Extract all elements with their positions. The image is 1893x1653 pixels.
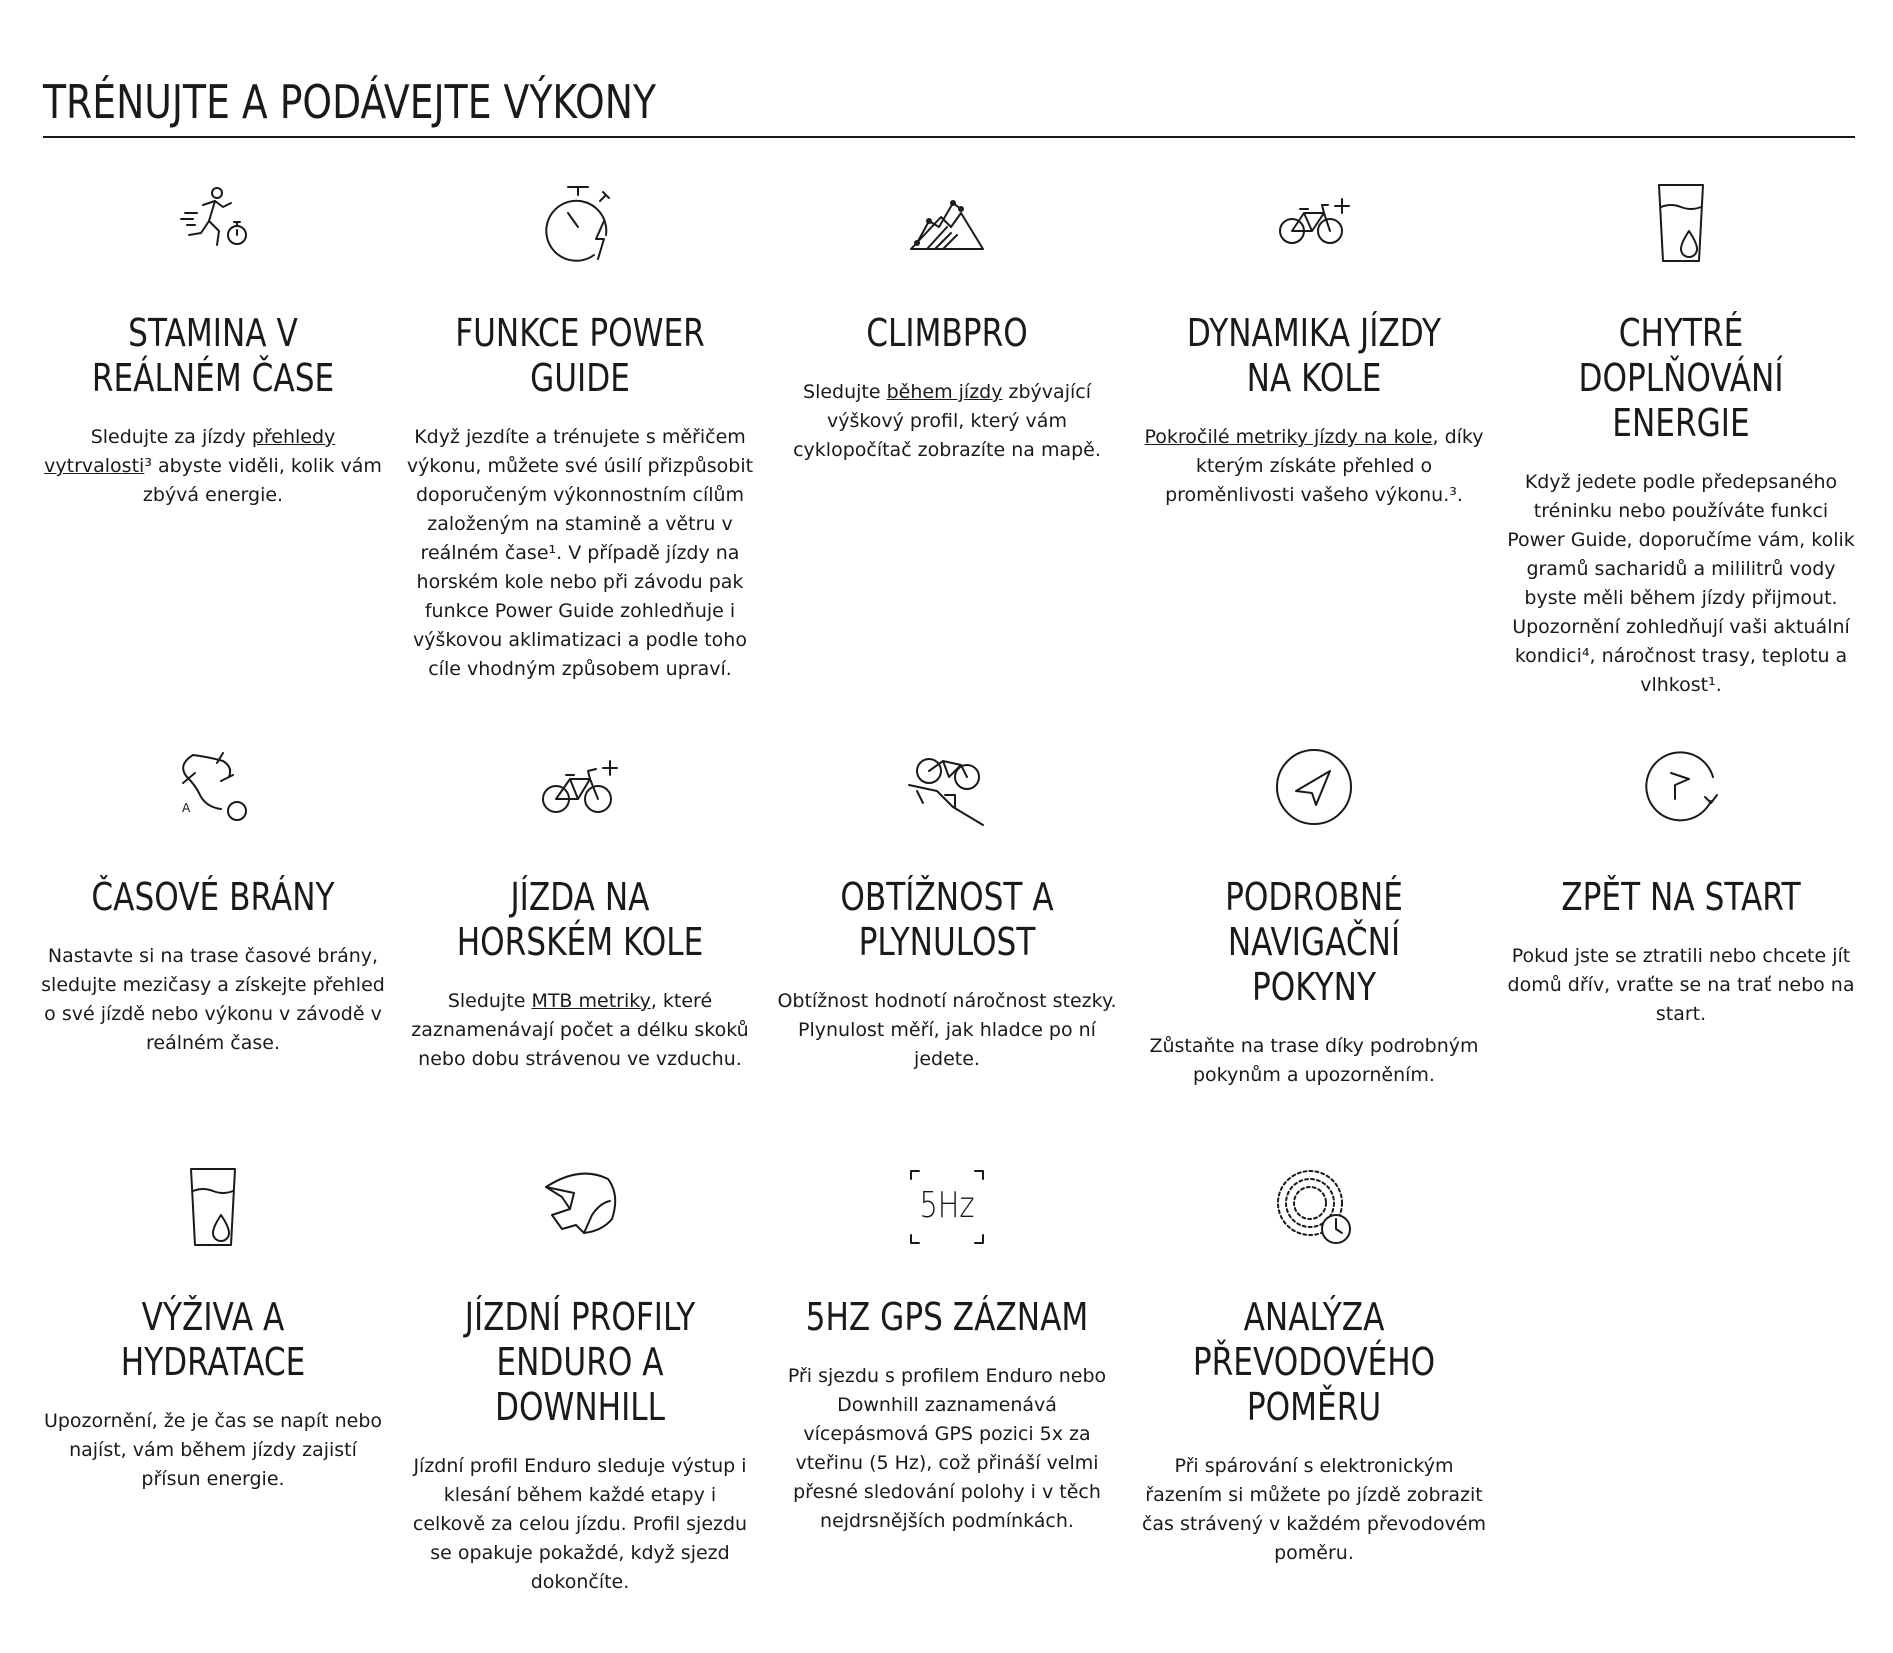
feature-navigation xyxy=(1134,747,1494,1090)
feature-title: 5HZ GPS ZÁZNAM xyxy=(805,1295,1089,1339)
feature-title: JÍZDA NA HORSKÉM KOLE xyxy=(456,875,704,964)
feature-time-gates xyxy=(33,747,393,1058)
feature-description: Jízdní profil Enduro sleduje výstup i klesání během každé etapy i celkově za celou jízdu. Profil sjezdu se opakuje pokaždé, když sjezd dokončíte. xyxy=(412,1455,748,1593)
stopwatch-lightning-icon xyxy=(540,183,620,263)
mountain-graph-icon xyxy=(907,183,987,263)
route-marker-label: A xyxy=(182,801,191,815)
mtb-metrics-link[interactable]: MTB metriky xyxy=(531,990,651,1012)
feature-title: ZPĚT NA START xyxy=(1561,875,1801,919)
mountain-bike-plus-icon xyxy=(540,747,620,827)
navigation-arrow-icon xyxy=(1274,747,1354,827)
route-gates-icon xyxy=(173,747,253,827)
feature-description: Upozornění, že je čas se napít nebo najíst, vám během jízdy zajistí přísun energie. xyxy=(43,1410,383,1490)
feature-stamina xyxy=(33,183,393,510)
feature-title: DYNAMIKA JÍZDY NA KOLE xyxy=(1186,311,1442,400)
feature-title: CLIMBPRO xyxy=(866,311,1028,355)
feature-title: ANALÝZA PŘEVODOVÉHO POMĚRU xyxy=(1192,1295,1436,1429)
advanced-metrics-link[interactable]: Pokročilé metriky jízdy na kole xyxy=(1144,426,1433,448)
mtb-trail-icon xyxy=(907,747,987,827)
feature-nutrition-hydration xyxy=(33,1167,393,1494)
feature-enduro-downhill xyxy=(400,1167,760,1597)
feature-title: CHYTRÉ DOPLŇOVÁNÍ ENERGIE xyxy=(1578,311,1784,445)
feature-title: FUNKCE POWER GUIDE xyxy=(455,311,705,400)
feature-description: Zůstaňte na trase díky podrobným pokynům a upozorněním. xyxy=(1149,1035,1479,1086)
feature-description: Při spárování s elektronickým řazením si můžete po jízdě zobrazit čas strávený v každém převodovém poměru. xyxy=(1141,1455,1487,1564)
runner-stopwatch-icon xyxy=(173,183,253,263)
feature-title: ČASOVÉ BRÁNY xyxy=(91,875,335,919)
feature-smart-fueling xyxy=(1501,183,1861,700)
feature-title: OBTÍŽNOST A PLYNULOST xyxy=(840,875,1054,964)
feature-description: Když jedete podle předepsaného tréninku nebo používáte funkci Power Guide, doporučíme vám, kolik gramů sacharidů a mililitrů vody byste měli během jízdy přijmout. Upozornění zohledňují vaši aktuální kondici⁴, náročnost trasy, teplotu a vlhkost¹. xyxy=(1507,471,1855,696)
feature-gear-analysis xyxy=(1134,1167,1494,1568)
feature-power-guide xyxy=(400,183,760,684)
feature-title: VÝŽIVA A HYDRATACE xyxy=(120,1295,306,1384)
page-header xyxy=(43,72,1855,138)
gear-cassette-icon xyxy=(1274,1167,1354,1247)
feature-title: PODROBNÉ NAVIGAČNÍ POKYNY xyxy=(1225,875,1403,1009)
feature-description: Sledujte MTB metriky, které zaznamenávají počet a délku skoků nebo dobu strávenou ve vzduchu. xyxy=(411,990,749,1070)
feature-mtb xyxy=(400,747,760,1074)
feature-description: Sledujte za jízdy přehledy vytrvalosti³ abyste viděli, kolik vám zbývá energie. xyxy=(44,426,382,506)
endurance-insights-link[interactable]: přehledy vytrvalosti xyxy=(44,426,336,477)
feature-cycling-dynamics xyxy=(1134,183,1494,510)
feature-difficulty-flow xyxy=(767,747,1127,1074)
feature-title: JÍZDNÍ PROFILY ENDURO A DOWNHILL xyxy=(464,1295,696,1429)
feature-5hz-gps xyxy=(767,1167,1127,1536)
back-to-start-icon xyxy=(1641,747,1721,827)
glass-drop-icon xyxy=(1641,183,1721,263)
feature-description: Pokročilé metriky jízdy na kole, díky kterým získáte přehled o proměnlivosti vašeho výkonu.³. xyxy=(1144,426,1484,506)
gps-5hz-icon xyxy=(907,1167,987,1247)
feature-back-to-start xyxy=(1501,747,1861,1029)
during-ride-link[interactable]: během jízdy xyxy=(886,381,1003,403)
helmet-icon xyxy=(540,1167,620,1247)
feature-description: Obtížnost hodnotí náročnost stezky. Plynulost měří, jak hladce po ní jedete. xyxy=(777,990,1117,1070)
road-bike-plus-icon xyxy=(1274,183,1354,263)
feature-description: Pokud jste se ztratili nebo chcete jít domů dřív, vraťte se na trať nebo na start. xyxy=(1507,945,1855,1025)
feature-description: Sledujte během jízdy zbývající výškový profil, který vám cyklopočítač zobrazíte na mapě. xyxy=(793,381,1101,461)
feature-description: Při sjezdu s profilem Enduro nebo Downhill zaznamenává vícepásmová GPS pozici 5x za vteřinu (5 Hz), což přináší velmi přesné sledování polohy i v těch nejdrsnějších podmínkách. xyxy=(787,1365,1107,1532)
feature-climbpro xyxy=(767,183,1127,465)
feature-description: Nastavte si na trase časové brány, sledujte mezičasy a získejte přehled o své jízdě nebo výkonu v závodě v reálném čase. xyxy=(41,945,385,1054)
glass-drop-icon xyxy=(173,1167,253,1247)
feature-description: Když jezdíte a trénujete s měřičem výkonu, můžete své úsilí přizpůsobit doporučeným výkonnostním cílům založeným na stamině a větru v reálném čase¹. V případě jízdy na horském kole nebo při závodu pak funkce Power Guide zohledňuje i výškovou aklimatizaci a podle toho cíle vhodným způsobem upraví. xyxy=(406,426,754,680)
gps-rate-label: 5Hz xyxy=(919,1185,975,1226)
page-title: TRÉNUJTE A PODÁVEJTE VÝKONY xyxy=(43,75,656,129)
feature-title: STAMINA V REÁLNÉM ČASE xyxy=(91,311,335,400)
